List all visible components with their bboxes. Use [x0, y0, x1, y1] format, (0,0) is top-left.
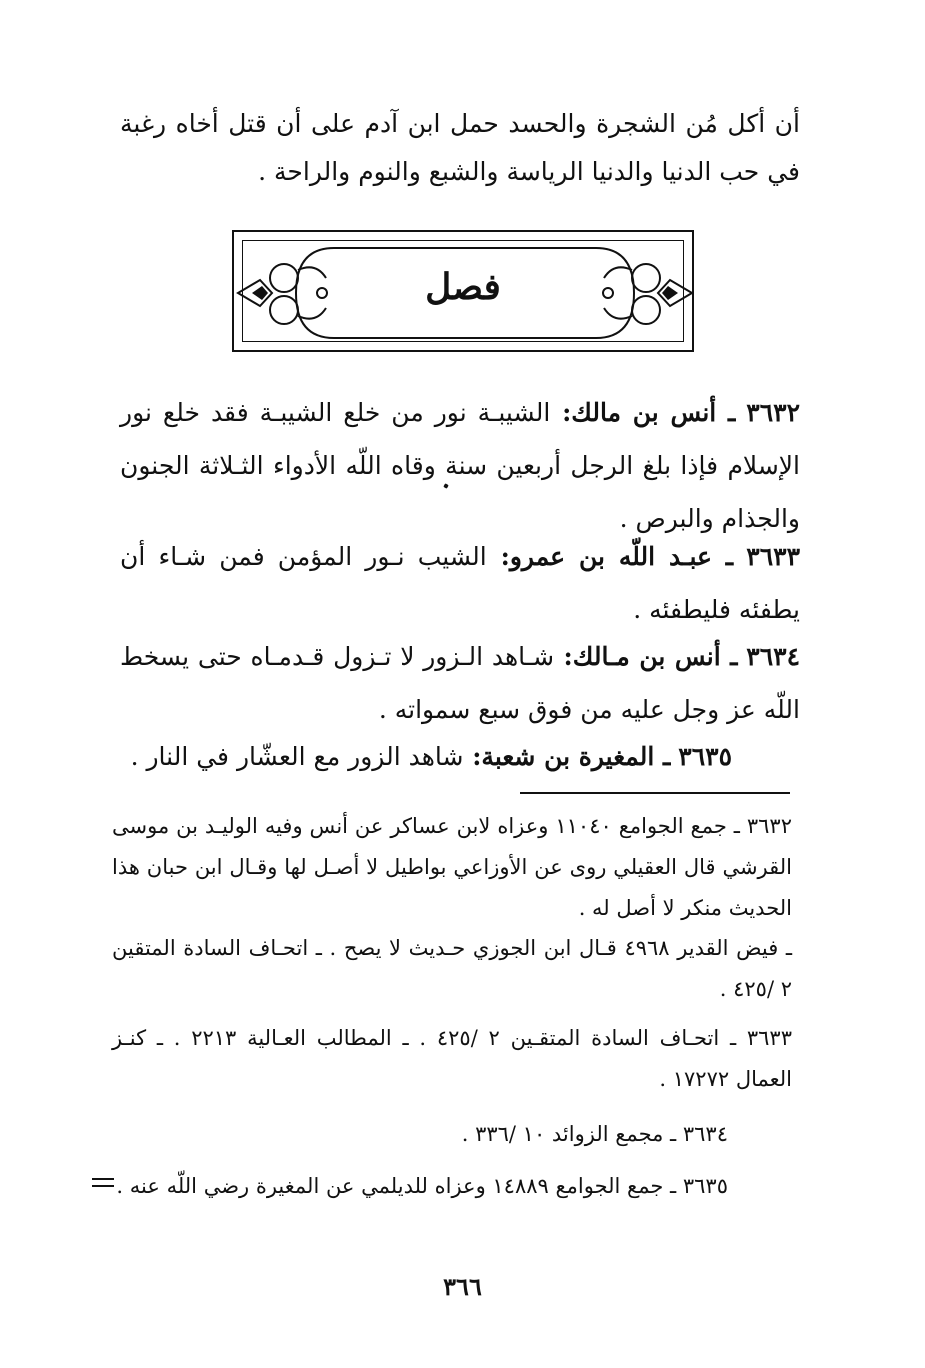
hadith-entry: ٣٦٣٤ ـ أنس بن مـالك: شـاهد الـزور لا تـزول قـدمـاه حتى يسخط اللّه عز وجل عليه من فوق سبع سمواته .: [120, 642, 800, 724]
margin-mark: [92, 1178, 114, 1188]
entry-narrator: أنس بن مالك: [571, 398, 717, 427]
page-number: ٣٦٦: [443, 1272, 482, 1301]
footnote: ٣٦٣٥ ـ جمع الجوامع ١٤٨٨٩ وعزاه للديلمي عن المغيرة رضي اللّه عنه .: [116, 1174, 728, 1198]
section-title: فصل: [425, 266, 501, 308]
hadith-entry: ٣٦٣٣ ـ عبـد اللّه بن عمرو: الشيب نـور المؤمن فمن شـاء أن يطفئه فليطفئه .: [120, 542, 801, 624]
intro-paragraph: أن أكل مُن الشجرة والحسد حمل ابن آدم على أن قتل أخاه رغبة في حب الدنيا والدنيا الرياسة والشبع والنوم والراحة .: [120, 109, 800, 186]
footnote: ـ فيض القدير ٤٩٦٨ قـال ابن الجوزي حـديث لا يصح . ـ اتحـاف السادة المتقين ٢ /٤٢٥ .: [112, 936, 793, 1001]
entry-text: الشيبـة نور من خلع الشيبـة فقد خلع نور الإسلام فإذا بلغ الرجل أربعين سنة وقاه اللّه الأدواء الثـلاثة الجنون والجذام والبرص .: [120, 398, 800, 533]
hadith-entry: ٣٦٣٢ ـ أنس بن مالك: الشيبـة نور من خلع الشيبـة فقد خلع نور الإسلام فإذا بلغ الرجل أربعين سنة وقاه اللّه الأدواء الثـلاثة الجنون والجذام والبرص .: [120, 398, 800, 533]
entry-number: ٣٦٣٤: [746, 642, 800, 671]
footnote: ٣٦٣٢ ـ جمع الجوامع ١١٠٤٠ وعزاه لابن عساكر عن أنس وفيه الوليـد بن موسى القرشي قال العقيلي روى عن الأوزاعي بواطيل لا أصـل لها وقـال ابن حبان هذا الحديث منكر لا أصل له .: [112, 814, 792, 920]
entry-text: الشيب نـور المؤمن فمن شـاء أن يطفئه فليطفئه .: [120, 542, 800, 624]
entry-number: ٣٦٣٢: [746, 398, 800, 427]
entry-text: شـاهد الـزور لا تـزول قـدمـاه حتى يسخط اللّه عز وجل عليه من فوق سبع سمواته .: [120, 642, 800, 724]
hadith-entry: ٣٦٣٥ ـ المغيرة بن شعبة: شاهد الزور مع العشّار في النار .: [130, 742, 732, 771]
section-banner: [232, 230, 694, 352]
entry-number: ٣٦٣٥: [678, 742, 732, 771]
footnote: ٣٦٣٣ ـ اتحـاف السادة المتقـين ٢ /٤٢٥ . ـ المطالب العـالية ٢٢١٣ . ـ كنـز العمال ١٧٢٧٢ .: [112, 1026, 792, 1091]
entry-narrator: عبـد اللّه بن عمرو: [509, 542, 712, 571]
footnote-separator: [520, 792, 790, 794]
entry-number: ٣٦٣٣: [746, 542, 801, 571]
footnote: ٣٦٣٤ ـ مجمع الزوائد ١٠ /٣٣٦ .: [461, 1122, 728, 1146]
entry-narrator: أنس بن مـالك: [572, 642, 721, 671]
entry-narrator: المغيرة بن شعبة: [481, 742, 655, 771]
entry-text: شاهد الزور مع العشّار في النار .: [130, 742, 464, 771]
